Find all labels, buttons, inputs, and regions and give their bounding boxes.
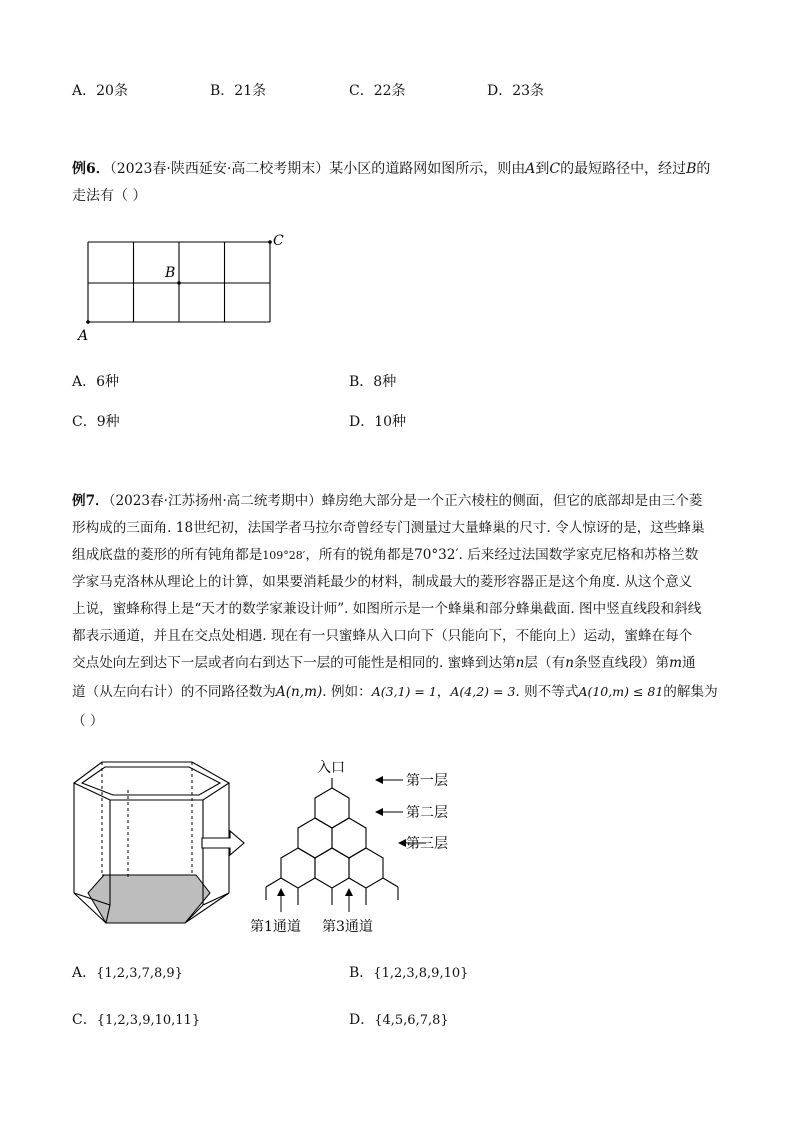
- channel-arrows: [281, 890, 349, 912]
- ex6-option-a: [72, 371, 119, 391]
- option-text: 10种: [374, 414, 407, 430]
- option-letter: B．: [210, 83, 235, 99]
- point-c: C: [549, 161, 561, 177]
- hollow-arrow-icon: [200, 829, 250, 859]
- option-letter: C．: [72, 414, 97, 430]
- honeycomb-lines: [266, 778, 398, 905]
- text: 的解集为: [663, 684, 718, 700]
- ex7-option-c: [72, 1009, 200, 1029]
- entrance-label: 入口: [317, 760, 345, 776]
- option-text: {1,2,3,8,9,10}: [373, 966, 469, 981]
- road-grid-figure: [70, 228, 310, 343]
- option-letter: A．: [72, 374, 97, 390]
- angle-obtuse: 109°28′: [262, 549, 306, 562]
- ex6-stem-line1: [72, 158, 710, 178]
- angle-acute: 70°32′: [414, 547, 459, 563]
- option-text: 22条: [373, 83, 406, 99]
- layer2-label: 第二层: [406, 805, 448, 821]
- ex7-label: 例7．: [72, 493, 109, 509]
- ex6-stem-line2: 走法有（ ）: [72, 188, 147, 204]
- point-a: A: [525, 161, 536, 177]
- formula-inequality: A(10,m) ≤ 81: [578, 684, 664, 699]
- text: 交点处向左到达下一层或者向右到达下一层的可能性是相同的. 蜜蜂到达第: [72, 655, 516, 671]
- ex6-option-d: [349, 411, 406, 431]
- channel1-label: 第1通道: [250, 919, 301, 935]
- option-letter: D．: [349, 1012, 375, 1028]
- stem-to: 到: [535, 161, 550, 177]
- text: ，所有的锐角都是: [305, 547, 415, 563]
- option-text: 20条: [96, 83, 128, 99]
- var-n: n: [515, 655, 525, 671]
- var-m: m: [669, 655, 682, 671]
- ex7-line5: 上说，蜜蜂称得上是“天才的数学家兼设计师”. 如图所示是一个蜂巢和部分蜂巢截面. 图中竖直线段和斜线: [72, 601, 702, 617]
- prism-hidden-edges: [102, 762, 192, 880]
- fig-label-b: B: [165, 265, 176, 281]
- ex7-line9: （ ）: [72, 713, 104, 729]
- option-text: 21条: [234, 83, 267, 99]
- ex7-line1-text: （2023春·江苏扬州·高二统考期中）蜂房绝大部分是一个正六棱柱的侧面，但它的底部却是由三个菱: [108, 493, 703, 509]
- text: . 例如：: [322, 684, 372, 700]
- text: . 则不等式: [515, 684, 579, 700]
- option-text: 9种: [96, 414, 120, 430]
- layer3-label: 第三层: [406, 836, 448, 852]
- point-b: B: [686, 161, 697, 177]
- fig-label-a: A: [78, 328, 89, 344]
- ex7-line2: 形构成的三面角. 18世纪初，法国学者马拉尔奇曾经专门测量过大量蜂巢的尺寸. 令人惊讶的是，这些蜂巢: [72, 520, 705, 536]
- option-letter: D．: [349, 414, 375, 430]
- ex6-option-b: [349, 371, 396, 391]
- option-letter: C．: [72, 1012, 97, 1028]
- fig-label-c: C: [273, 233, 284, 249]
- point-a-dot: [86, 320, 90, 324]
- formula-anm: A(n,m): [275, 684, 323, 700]
- option-text: 23条: [512, 83, 545, 99]
- text: 层（有: [524, 655, 566, 671]
- layer1-label: 第一层: [406, 773, 448, 789]
- ex6-label: 例6．: [72, 161, 110, 177]
- ex7-option-b: [349, 962, 468, 982]
- option-letter: B．: [349, 374, 374, 390]
- ex7-option-d: [349, 1009, 449, 1029]
- ex7-line1: [72, 489, 702, 509]
- option-text: {4,5,6,7,8}: [374, 1013, 449, 1028]
- ex7-line7: [72, 651, 696, 671]
- option-text: {1,2,3,9,10,11}: [96, 1013, 201, 1028]
- point-c-dot: [268, 240, 272, 244]
- q5-option-d: [487, 80, 544, 100]
- text: 道（从左向右计）的不同路径数为: [72, 684, 276, 700]
- formula-example2: A(4,2) = 3: [450, 684, 516, 699]
- honeycomb-figure: [250, 750, 462, 940]
- channel-arrowheads: [277, 888, 353, 896]
- q5-option-c: [349, 80, 406, 100]
- point-b-dot: [177, 281, 181, 285]
- ex7-line6: 都表示通道，并且在交点处相遇. 现在有一只蜜蜂从入口向下（只能向下，不能向上）运动，蜜蜂在每个: [72, 628, 693, 644]
- text: 条竖直线段）第: [573, 655, 670, 671]
- text: ，: [436, 684, 451, 700]
- option-letter: D．: [487, 83, 513, 99]
- var-n: n: [565, 655, 574, 671]
- ex6-stem-text: （2023春·陕西延安·高二校考期末）某小区的道路网如图所示，则由: [109, 161, 526, 177]
- option-text: 8种: [373, 374, 397, 390]
- ex6-option-c: [72, 411, 120, 431]
- ex7-line8: [72, 680, 718, 700]
- formula-example1: A(3,1) = 1: [371, 684, 437, 699]
- text: 通: [682, 655, 696, 671]
- option-letter: A．: [72, 965, 97, 981]
- channel3-label: 第3通道: [322, 919, 373, 935]
- option-letter: B．: [349, 965, 374, 981]
- stem-de: 的: [696, 161, 711, 177]
- option-text: {1,2,3,7,8,9}: [96, 966, 183, 981]
- ex7-option-a: [72, 962, 183, 982]
- text: 组成底盘的菱形的所有钝角都是: [72, 547, 263, 563]
- ex7-line3: [72, 543, 698, 563]
- q5-option-a: [72, 80, 128, 100]
- option-letter: A．: [72, 83, 97, 99]
- stem-mid: 的最短路径中，经过: [560, 161, 687, 177]
- option-text: 6种: [96, 374, 120, 390]
- text: . 后来经过法国数学家克尼格和苏格兰数: [458, 547, 699, 563]
- q5-option-b: [210, 80, 266, 100]
- option-letter: C．: [349, 83, 374, 99]
- ex7-line4: 学家马克洛林从理论上的计算，如果要消耗最少的材料，制成最大的菱形容器正是这个角度. 从这个意义: [72, 574, 693, 590]
